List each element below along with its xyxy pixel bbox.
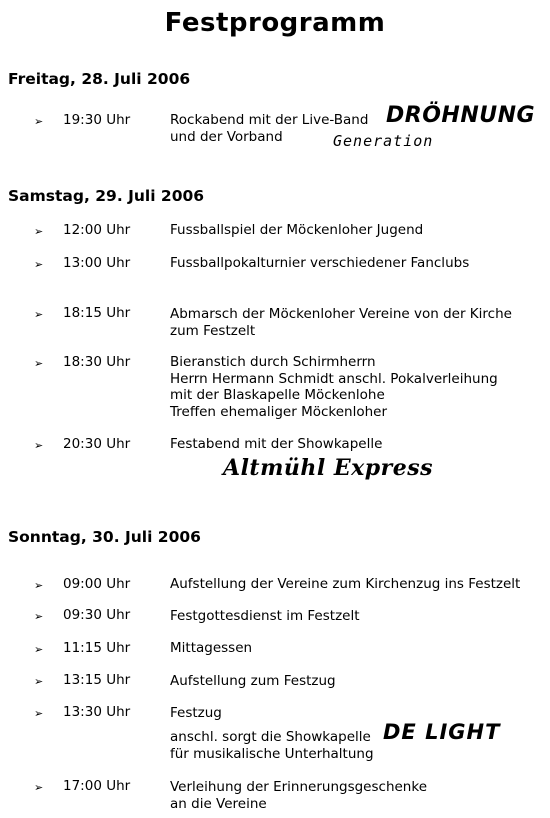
event-description: Fussballspiel der Möckenloher Jugend: [170, 222, 424, 238]
event-time: 18:30 Uhr: [63, 354, 131, 370]
arrow-bullet-icon: ➢: [34, 258, 44, 271]
arrow-bullet-icon: ➢: [34, 439, 44, 452]
event-description: anschl. sorgt die Showkapelle für musikalische Unterhaltung: [170, 729, 374, 762]
arrow-bullet-icon: ➢: [34, 675, 44, 688]
event-time: 11:15 Uhr: [63, 640, 131, 656]
event-time: 20:30 Uhr: [63, 436, 131, 452]
event-description: Aufstellung der Vereine zum Kirchenzug ins Festzelt: [170, 576, 521, 592]
day-heading-friday: Freitag, 28. Juli 2006: [8, 70, 191, 88]
band-logo-generation: Generation: [333, 132, 434, 150]
page-title: Festprogramm: [164, 8, 386, 38]
day-heading-saturday: Samstag, 29. Juli 2006: [8, 187, 205, 205]
event-description: Festabend mit der Showkapelle: [170, 436, 383, 452]
event-description: Bieranstich durch Schirmherrn Herrn Hermann Schmidt anschl. Pokalverleihung mit der Blaskapelle Möckenlohe Treffen ehemaliger Möckenloher: [170, 354, 498, 420]
arrow-bullet-icon: ➢: [34, 707, 44, 720]
event-description: Rockabend mit der Live-Band und der Vorband: [170, 112, 369, 145]
arrow-bullet-icon: ➢: [34, 357, 44, 370]
band-logo-altmuehl-express: Altmühl Express: [223, 455, 434, 481]
event-description: Mittagessen: [170, 640, 253, 656]
event-time: 19:30 Uhr: [63, 112, 131, 128]
event-description: Fussballpokalturnier verschiedener Fanclubs: [170, 255, 470, 271]
arrow-bullet-icon: ➢: [34, 643, 44, 656]
band-logo-droehnung: DRÖHNUNG: [386, 103, 536, 128]
event-time: 18:15 Uhr: [63, 305, 131, 321]
day-heading-sunday: Sonntag, 30. Juli 2006: [8, 528, 201, 546]
arrow-bullet-icon: ➢: [34, 579, 44, 592]
event-description: Festgottesdienst im Festzelt: [170, 608, 360, 624]
event-description: Aufstellung zum Festzug: [170, 673, 336, 689]
event-time: 09:30 Uhr: [63, 607, 131, 623]
event-description: Verleihung der Erinnerungsgeschenke an die Vereine: [170, 779, 428, 812]
event-description: Abmarsch der Möckenloher Vereine von der Kirche zum Festzelt: [170, 306, 512, 339]
arrow-bullet-icon: ➢: [34, 115, 44, 128]
event-time: 12:00 Uhr: [63, 222, 131, 238]
arrow-bullet-icon: ➢: [34, 781, 44, 794]
event-description: Festzug: [170, 705, 222, 721]
arrow-bullet-icon: ➢: [34, 225, 44, 238]
event-time: 09:00 Uhr: [63, 576, 131, 592]
arrow-bullet-icon: ➢: [34, 610, 44, 623]
event-time: 13:00 Uhr: [63, 255, 131, 271]
band-logo-de-light: DE LIGHT: [383, 720, 501, 744]
arrow-bullet-icon: ➢: [34, 308, 44, 321]
event-time: 13:30 Uhr: [63, 704, 131, 720]
event-time: 17:00 Uhr: [63, 778, 131, 794]
event-time: 13:15 Uhr: [63, 672, 131, 688]
